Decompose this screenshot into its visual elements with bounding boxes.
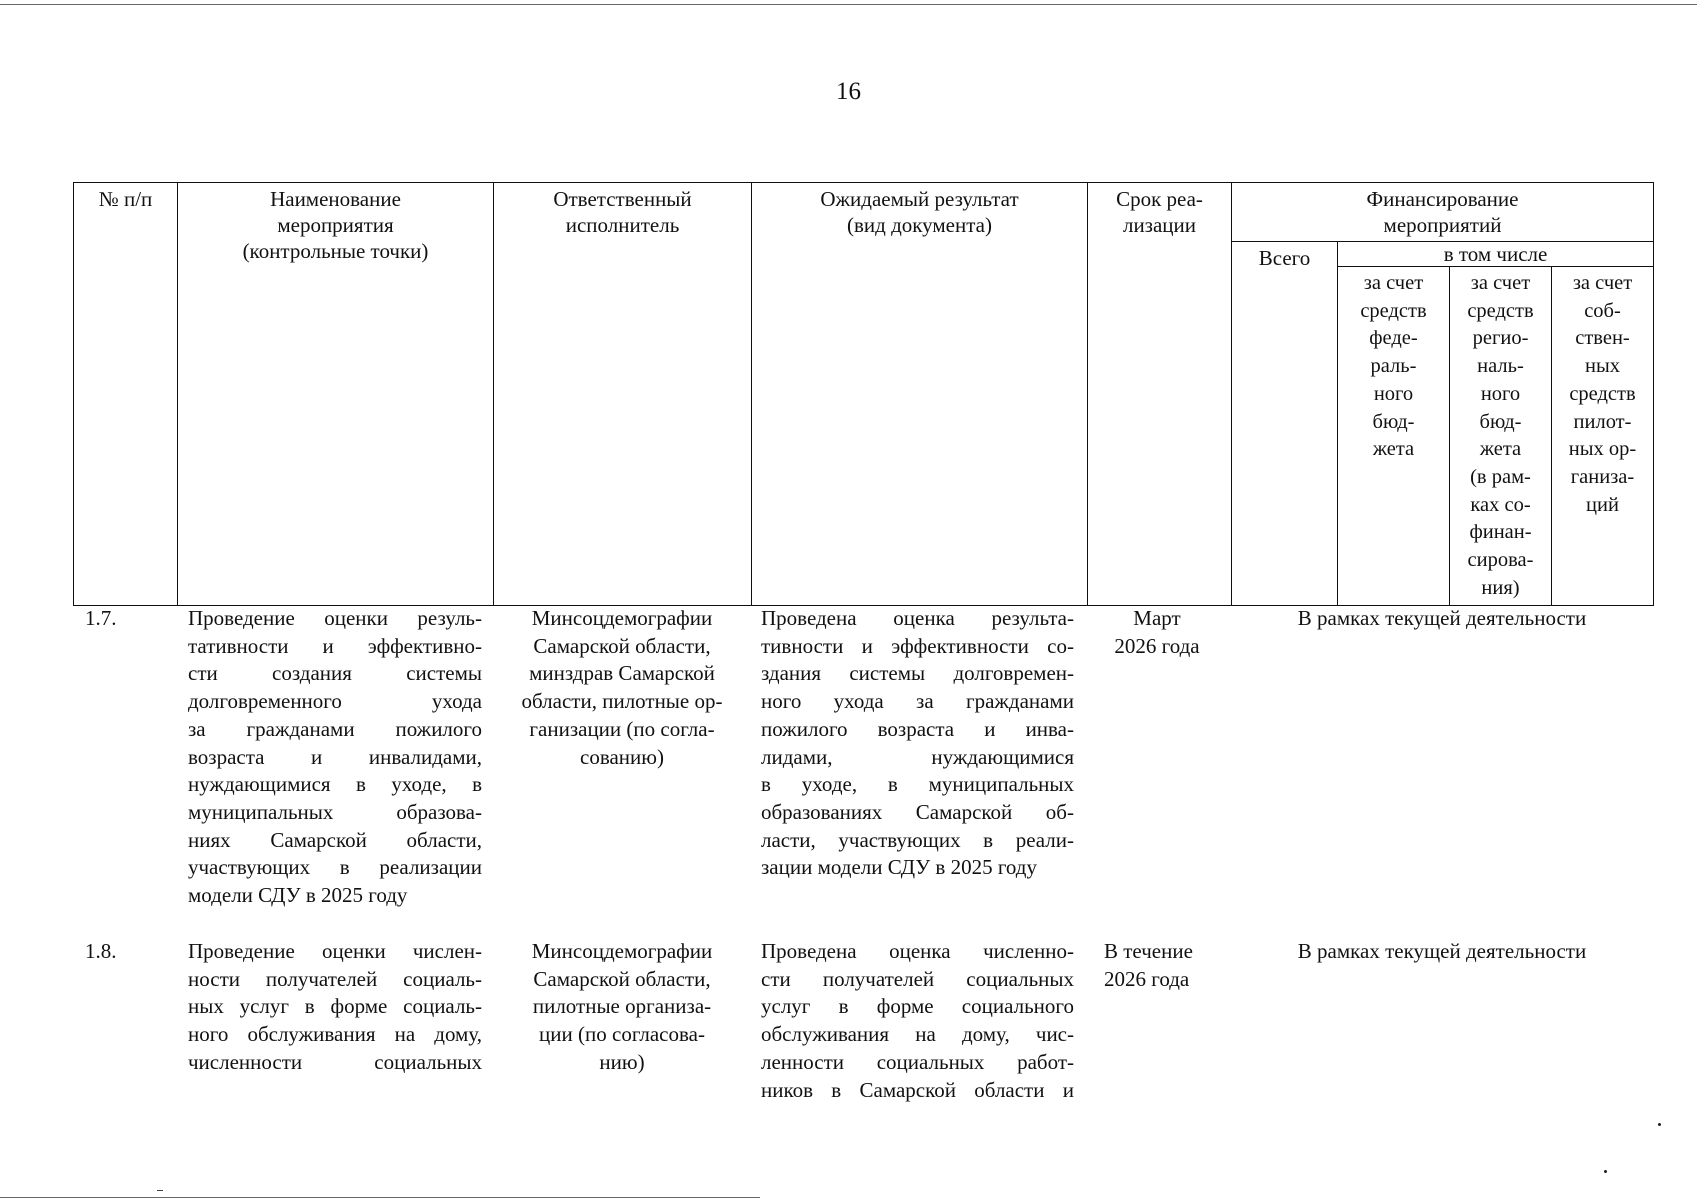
header-col-including: в том числе: [1338, 242, 1654, 267]
header-col-term: Срок реа- лизации: [1088, 183, 1232, 606]
header-col-name: Наименование мероприятия (контрольные точки): [178, 183, 494, 606]
row-term: Март 2026 года: [1114, 606, 1200, 658]
header-col-financing: Финансирование мероприятий: [1232, 183, 1654, 242]
row-financing: В рамках текущей деятельности: [1297, 939, 1587, 963]
header-col-result: Ожидаемый результат (вид документа): [752, 183, 1088, 606]
row-financing: В рамках текущей деятельности: [1297, 606, 1587, 630]
row-activity-name: Проведение оценки числен- ности получателей социаль- ных услуг в форме социаль- ного обслуживания на дому, численности социальных: [188, 939, 482, 1074]
row-expected-result: Проведена оценка результа- тивности и эффективности со- здания системы долговремен- ного ухода за гражданами пожилого возраста и инва- лидами, нуждающимися в уходе, в муниципальных образованиях Самарской об- ласти, участвующих в реали- зации модели СДУ в 2025 году: [761, 606, 1074, 880]
table-header: [73, 182, 1654, 606]
scan-edge-bottom: [0, 1197, 760, 1198]
page-number: 16: [836, 78, 861, 105]
header-col-number: № п/п: [74, 183, 178, 606]
scan-speck: [1604, 1170, 1607, 1173]
header-col-regional: за счет средств регио- наль- ного бюд- жета (в рам- ках со- финан- сирова- ния): [1450, 267, 1552, 606]
row-term: В течение 2026 года: [1104, 939, 1193, 991]
header-col-responsible: Ответственный исполнитель: [494, 183, 752, 606]
scan-speck: [1658, 1123, 1661, 1126]
row-responsible: Минсоцдемографии Самарской области, минздрав Самарской области, пилотные ор- ганизации (по согла- сованию): [521, 606, 723, 769]
row-number: 1.8.: [85, 939, 117, 963]
row-activity-name: Проведение оценки резуль- тативности и эффективно- сти создания системы долговременного ухода за гражданами пожилого возраста и инвалидами, нуждающимися в уходе, в муниципальных образова- ниях Самарской области, участвующих в реализации модели СДУ в 2025 году: [188, 606, 482, 908]
scan-mark: [157, 1190, 163, 1191]
header-col-own: за счет соб- ствен- ных средств пилот- ных ор- ганиза- ций: [1552, 267, 1654, 606]
header-col-federal: за счет средств феде- раль- ного бюд- жета: [1338, 267, 1450, 606]
scan-edge-top: [0, 4, 1697, 5]
row-number: 1.7.: [85, 606, 117, 630]
row-responsible: Минсоцдемографии Самарской области, пилотные организа- ции (по согласова- нию): [531, 939, 713, 1074]
header-col-total: Всего: [1232, 242, 1338, 606]
row-expected-result: Проведена оценка численно- сти получателей социальных услуг в форме социального обслуживания на дому, чис- ленности социальных работ- ников в Самарской области и: [761, 939, 1074, 1102]
